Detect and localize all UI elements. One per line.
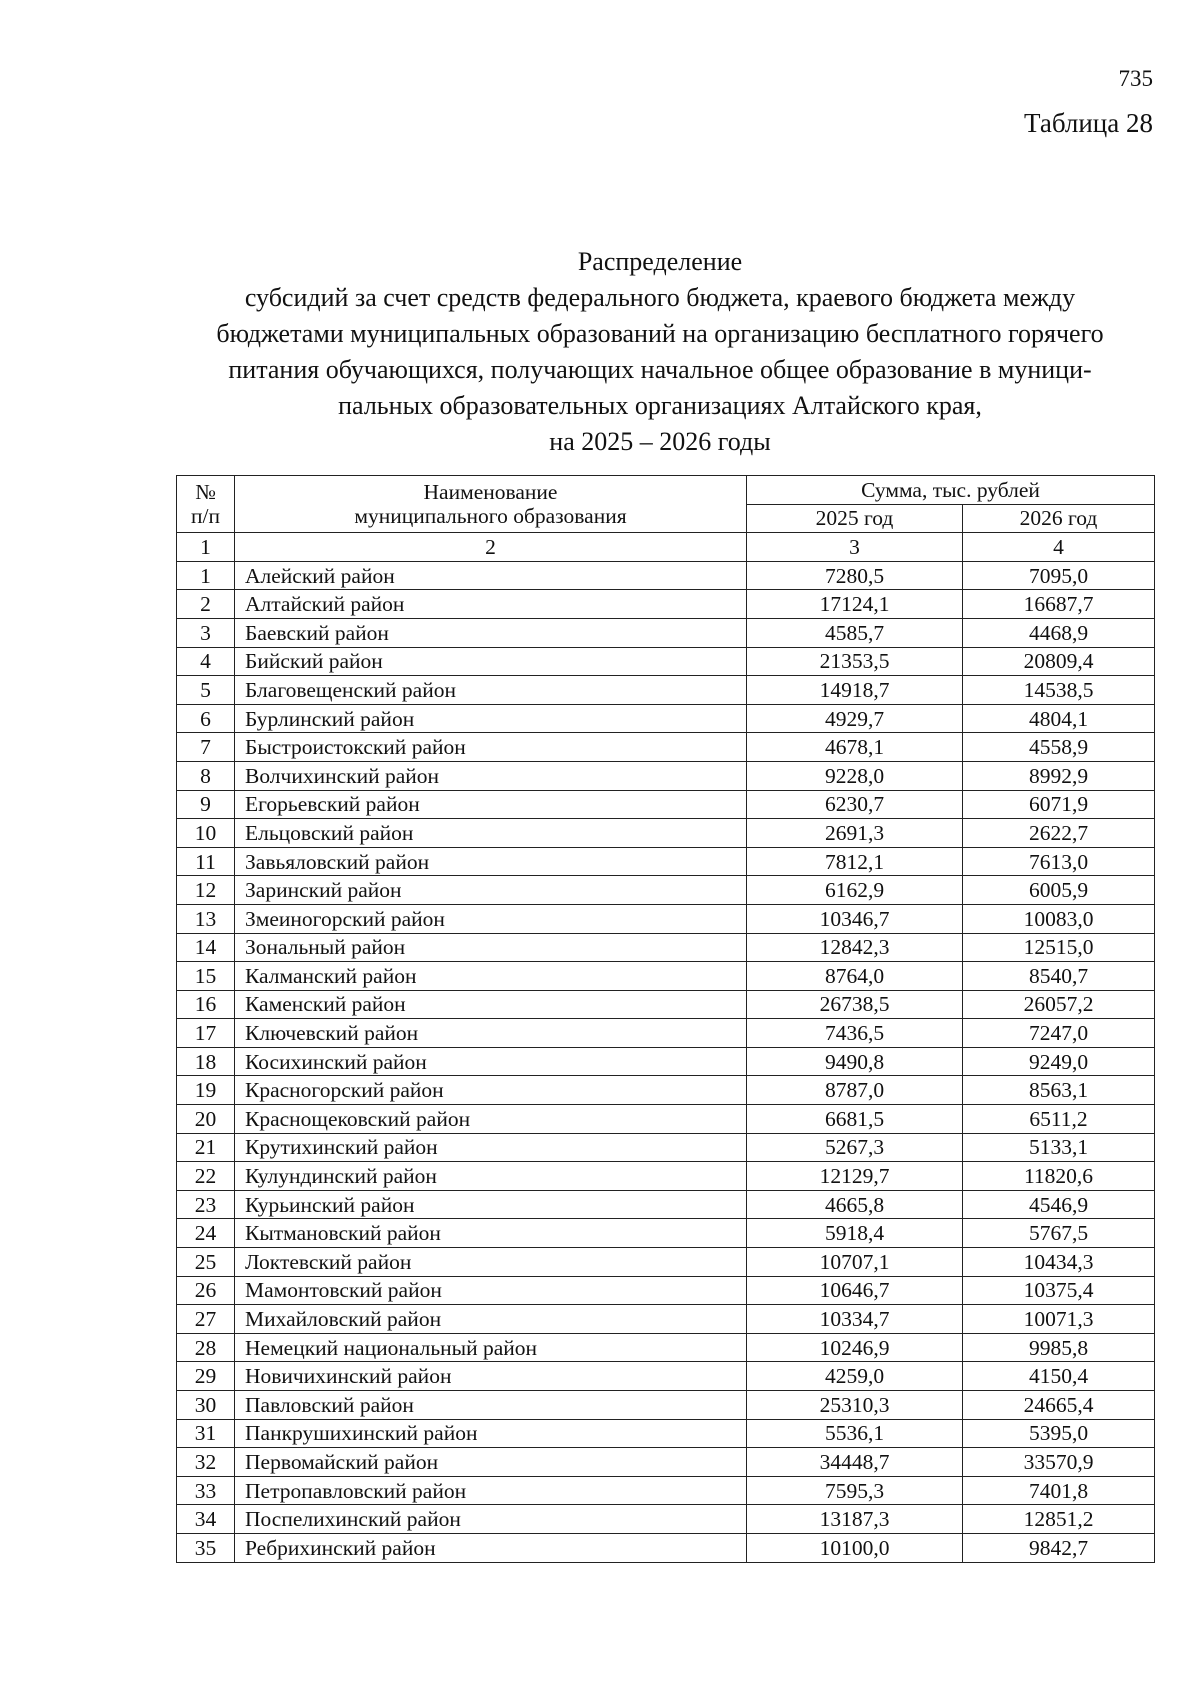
municipality-name: Волчихинский район	[235, 761, 747, 790]
table-row	[177, 990, 1155, 1019]
municipality-name: Поспелихинский район	[235, 1505, 747, 1534]
amount-2025: 10100,0	[747, 1533, 963, 1562]
amount-2026: 8992,9	[963, 761, 1155, 790]
municipality-name: Первомайский район	[235, 1448, 747, 1477]
header-number	[177, 476, 235, 533]
amount-2026: 4558,9	[963, 733, 1155, 762]
table-row	[177, 1305, 1155, 1334]
municipality-name: Змеиногорский район	[235, 904, 747, 933]
table-header	[177, 476, 1155, 562]
table-row	[177, 1533, 1155, 1562]
column-number: 2	[235, 533, 747, 562]
page-number: 735	[1118, 66, 1153, 91]
table-label: Таблица 28	[1024, 108, 1153, 138]
row-number: 10	[177, 819, 235, 848]
municipality-name: Немецкий национальный район	[235, 1333, 747, 1362]
row-number: 30	[177, 1391, 235, 1420]
amount-2026: 4150,4	[963, 1362, 1155, 1391]
amount-2025: 6681,5	[747, 1105, 963, 1134]
municipality-name: Каменский район	[235, 990, 747, 1019]
amount-2025: 4665,8	[747, 1190, 963, 1219]
table-row	[177, 904, 1155, 933]
table-row	[177, 1276, 1155, 1305]
row-number: 24	[177, 1219, 235, 1248]
municipality-name: Кулундинский район	[235, 1162, 747, 1191]
municipality-name: Ельцовский район	[235, 819, 747, 848]
amount-2026: 12851,2	[963, 1505, 1155, 1534]
table-body	[177, 561, 1155, 1562]
amount-2025: 7436,5	[747, 1019, 963, 1048]
amount-2026: 4804,1	[963, 704, 1155, 733]
municipality-name: Бийский район	[235, 647, 747, 676]
table-row	[177, 561, 1155, 590]
amount-2025: 7595,3	[747, 1476, 963, 1505]
row-number: 4	[177, 647, 235, 676]
amount-2025: 4585,7	[747, 618, 963, 647]
amount-2026: 12515,0	[963, 933, 1155, 962]
amount-2026: 7401,8	[963, 1476, 1155, 1505]
amount-2026: 7613,0	[963, 847, 1155, 876]
amount-2025: 10646,7	[747, 1276, 963, 1305]
amount-2026: 7247,0	[963, 1019, 1155, 1048]
row-number: 6	[177, 704, 235, 733]
amount-2026: 10071,3	[963, 1305, 1155, 1334]
table-row	[177, 733, 1155, 762]
amount-2025: 21353,5	[747, 647, 963, 676]
amount-2026: 11820,6	[963, 1162, 1155, 1191]
header-year-2025: 2025 год	[747, 504, 963, 533]
amount-2026: 5395,0	[963, 1419, 1155, 1448]
amount-2025: 25310,3	[747, 1391, 963, 1420]
amount-2025: 9490,8	[747, 1047, 963, 1076]
heading-line: Распределение	[577, 247, 743, 276]
municipality-name: Павловский район	[235, 1391, 747, 1420]
amount-2025: 2691,3	[747, 819, 963, 848]
heading-line: бюджетами муниципальных образований на организацию бесплатного горячего	[216, 319, 1104, 348]
municipality-name: Крутихинский район	[235, 1133, 747, 1162]
amount-2026: 4546,9	[963, 1190, 1155, 1219]
table-row	[177, 1219, 1155, 1248]
table-row	[177, 790, 1155, 819]
amount-2026: 16687,7	[963, 590, 1155, 619]
column-number: 3	[747, 533, 963, 562]
municipality-name: Новичихинский район	[235, 1362, 747, 1391]
municipality-name: Алтайский район	[235, 590, 747, 619]
row-number: 7	[177, 733, 235, 762]
amount-2025: 10346,7	[747, 904, 963, 933]
row-number: 32	[177, 1448, 235, 1477]
column-number: 4	[963, 533, 1155, 562]
row-number: 34	[177, 1505, 235, 1534]
table-row	[177, 1448, 1155, 1477]
amount-2026: 20809,4	[963, 647, 1155, 676]
amount-2025: 4929,7	[747, 704, 963, 733]
table-row	[177, 1476, 1155, 1505]
table-row	[177, 1391, 1155, 1420]
heading-line: субсидий за счет средств федерального бюджета, краевого бюджета между	[244, 283, 1076, 312]
table-row	[177, 1419, 1155, 1448]
table-row	[177, 590, 1155, 619]
document-heading	[160, 244, 1160, 460]
row-number: 28	[177, 1333, 235, 1362]
table-row	[177, 1248, 1155, 1277]
table-row	[177, 876, 1155, 905]
row-number: 18	[177, 1047, 235, 1076]
table-row	[177, 1019, 1155, 1048]
municipality-name: Локтевский район	[235, 1248, 747, 1277]
municipality-name: Алейский район	[235, 561, 747, 590]
amount-2026: 10434,3	[963, 1248, 1155, 1277]
row-number: 35	[177, 1533, 235, 1562]
municipality-name: Кытмановский район	[235, 1219, 747, 1248]
header-name-line2: муниципального образования	[354, 504, 627, 529]
amount-2025: 12129,7	[747, 1162, 963, 1191]
amount-2025: 7280,5	[747, 561, 963, 590]
row-number: 15	[177, 962, 235, 991]
row-number: 1	[177, 561, 235, 590]
municipality-name: Баевский район	[235, 618, 747, 647]
table-row	[177, 1105, 1155, 1134]
subsidy-distribution-table	[176, 475, 1155, 1563]
header-name-line1: Наименование	[423, 480, 558, 505]
municipality-name: Панкрушихинский район	[235, 1419, 747, 1448]
municipality-name: Завьяловский район	[235, 847, 747, 876]
row-number: 26	[177, 1276, 235, 1305]
amount-2025: 10334,7	[747, 1305, 963, 1334]
row-number: 2	[177, 590, 235, 619]
amount-2025: 9228,0	[747, 761, 963, 790]
municipality-name: Благовещенский район	[235, 676, 747, 705]
header-number-line1: №	[195, 480, 216, 505]
table-row	[177, 1505, 1155, 1534]
amount-2025: 17124,1	[747, 590, 963, 619]
amount-2025: 4259,0	[747, 1362, 963, 1391]
amount-2025: 12842,3	[747, 933, 963, 962]
table-row	[177, 1162, 1155, 1191]
amount-2026: 5767,5	[963, 1219, 1155, 1248]
municipality-name: Косихинский район	[235, 1047, 747, 1076]
amount-2026: 10083,0	[963, 904, 1155, 933]
municipality-name: Егорьевский район	[235, 790, 747, 819]
heading-line: питания обучающихся, получающих начальное общее образование в муници-	[228, 355, 1092, 384]
municipality-name: Ключевский район	[235, 1019, 747, 1048]
amount-2026: 14538,5	[963, 676, 1155, 705]
table-row	[177, 1133, 1155, 1162]
amount-2026: 10375,4	[963, 1276, 1155, 1305]
heading-line: на 2025 – 2026 годы	[549, 427, 771, 456]
table-row	[177, 847, 1155, 876]
municipality-name: Красногорский район	[235, 1076, 747, 1105]
row-number: 27	[177, 1305, 235, 1334]
row-number: 5	[177, 676, 235, 705]
row-number: 33	[177, 1476, 235, 1505]
municipality-name: Ребрихинский район	[235, 1533, 747, 1562]
row-number: 13	[177, 904, 235, 933]
municipality-name: Быстроистокский район	[235, 733, 747, 762]
municipality-name: Бурлинский район	[235, 704, 747, 733]
row-number: 3	[177, 618, 235, 647]
municipality-name: Заринский район	[235, 876, 747, 905]
amount-2026: 6071,9	[963, 790, 1155, 819]
row-number: 8	[177, 761, 235, 790]
amount-2025: 8764,0	[747, 962, 963, 991]
municipality-name: Петропавловский район	[235, 1476, 747, 1505]
table-row	[177, 618, 1155, 647]
row-number: 9	[177, 790, 235, 819]
row-number: 23	[177, 1190, 235, 1219]
heading-line: пальных образовательных организациях Алтайского края,	[338, 391, 982, 420]
amount-2026: 9249,0	[963, 1047, 1155, 1076]
municipality-name: Курьинский район	[235, 1190, 747, 1219]
table-row	[177, 819, 1155, 848]
row-number: 12	[177, 876, 235, 905]
row-number: 31	[177, 1419, 235, 1448]
row-number: 17	[177, 1019, 235, 1048]
header-sum: Сумма, тыс. рублей	[747, 476, 1155, 505]
municipality-name: Краснощековский район	[235, 1105, 747, 1134]
amount-2026: 8563,1	[963, 1076, 1155, 1105]
row-number: 25	[177, 1248, 235, 1277]
amount-2025: 14918,7	[747, 676, 963, 705]
municipality-name: Калманский район	[235, 962, 747, 991]
amount-2025: 10246,9	[747, 1333, 963, 1362]
row-number: 21	[177, 1133, 235, 1162]
header-number-line2: п/п	[191, 504, 220, 529]
amount-2026: 24665,4	[963, 1391, 1155, 1420]
table-row	[177, 761, 1155, 790]
table-row	[177, 1333, 1155, 1362]
header-year-2026: 2026 год	[963, 504, 1155, 533]
amount-2025: 26738,5	[747, 990, 963, 1019]
amount-2025: 6162,9	[747, 876, 963, 905]
table-row	[177, 962, 1155, 991]
row-number: 22	[177, 1162, 235, 1191]
municipality-name: Зональный район	[235, 933, 747, 962]
table-row	[177, 1047, 1155, 1076]
header-name	[235, 476, 747, 533]
amount-2025: 8787,0	[747, 1076, 963, 1105]
column-number: 1	[177, 533, 235, 562]
row-number: 16	[177, 990, 235, 1019]
table-row	[177, 1362, 1155, 1391]
amount-2026: 6511,2	[963, 1105, 1155, 1134]
amount-2026: 9985,8	[963, 1333, 1155, 1362]
amount-2026: 2622,7	[963, 819, 1155, 848]
amount-2026: 9842,7	[963, 1533, 1155, 1562]
amount-2025: 10707,1	[747, 1248, 963, 1277]
row-number: 19	[177, 1076, 235, 1105]
table-row	[177, 676, 1155, 705]
amount-2025: 6230,7	[747, 790, 963, 819]
row-number: 14	[177, 933, 235, 962]
table-row	[177, 933, 1155, 962]
amount-2026: 5133,1	[963, 1133, 1155, 1162]
table-row	[177, 647, 1155, 676]
amount-2025: 7812,1	[747, 847, 963, 876]
amount-2025: 13187,3	[747, 1505, 963, 1534]
municipality-name: Михайловский район	[235, 1305, 747, 1334]
amount-2025: 34448,7	[747, 1448, 963, 1477]
amount-2025: 4678,1	[747, 733, 963, 762]
row-number: 11	[177, 847, 235, 876]
table-row	[177, 1190, 1155, 1219]
amount-2026: 8540,7	[963, 962, 1155, 991]
amount-2025: 5267,3	[747, 1133, 963, 1162]
amount-2026: 26057,2	[963, 990, 1155, 1019]
row-number: 29	[177, 1362, 235, 1391]
amount-2026: 33570,9	[963, 1448, 1155, 1477]
amount-2026: 7095,0	[963, 561, 1155, 590]
column-numbers-row	[177, 533, 1155, 562]
row-number: 20	[177, 1105, 235, 1134]
amount-2025: 5918,4	[747, 1219, 963, 1248]
table-row	[177, 704, 1155, 733]
municipality-name: Мамонтовский район	[235, 1276, 747, 1305]
table-row	[177, 1076, 1155, 1105]
amount-2026: 4468,9	[963, 618, 1155, 647]
amount-2025: 5536,1	[747, 1419, 963, 1448]
amount-2026: 6005,9	[963, 876, 1155, 905]
